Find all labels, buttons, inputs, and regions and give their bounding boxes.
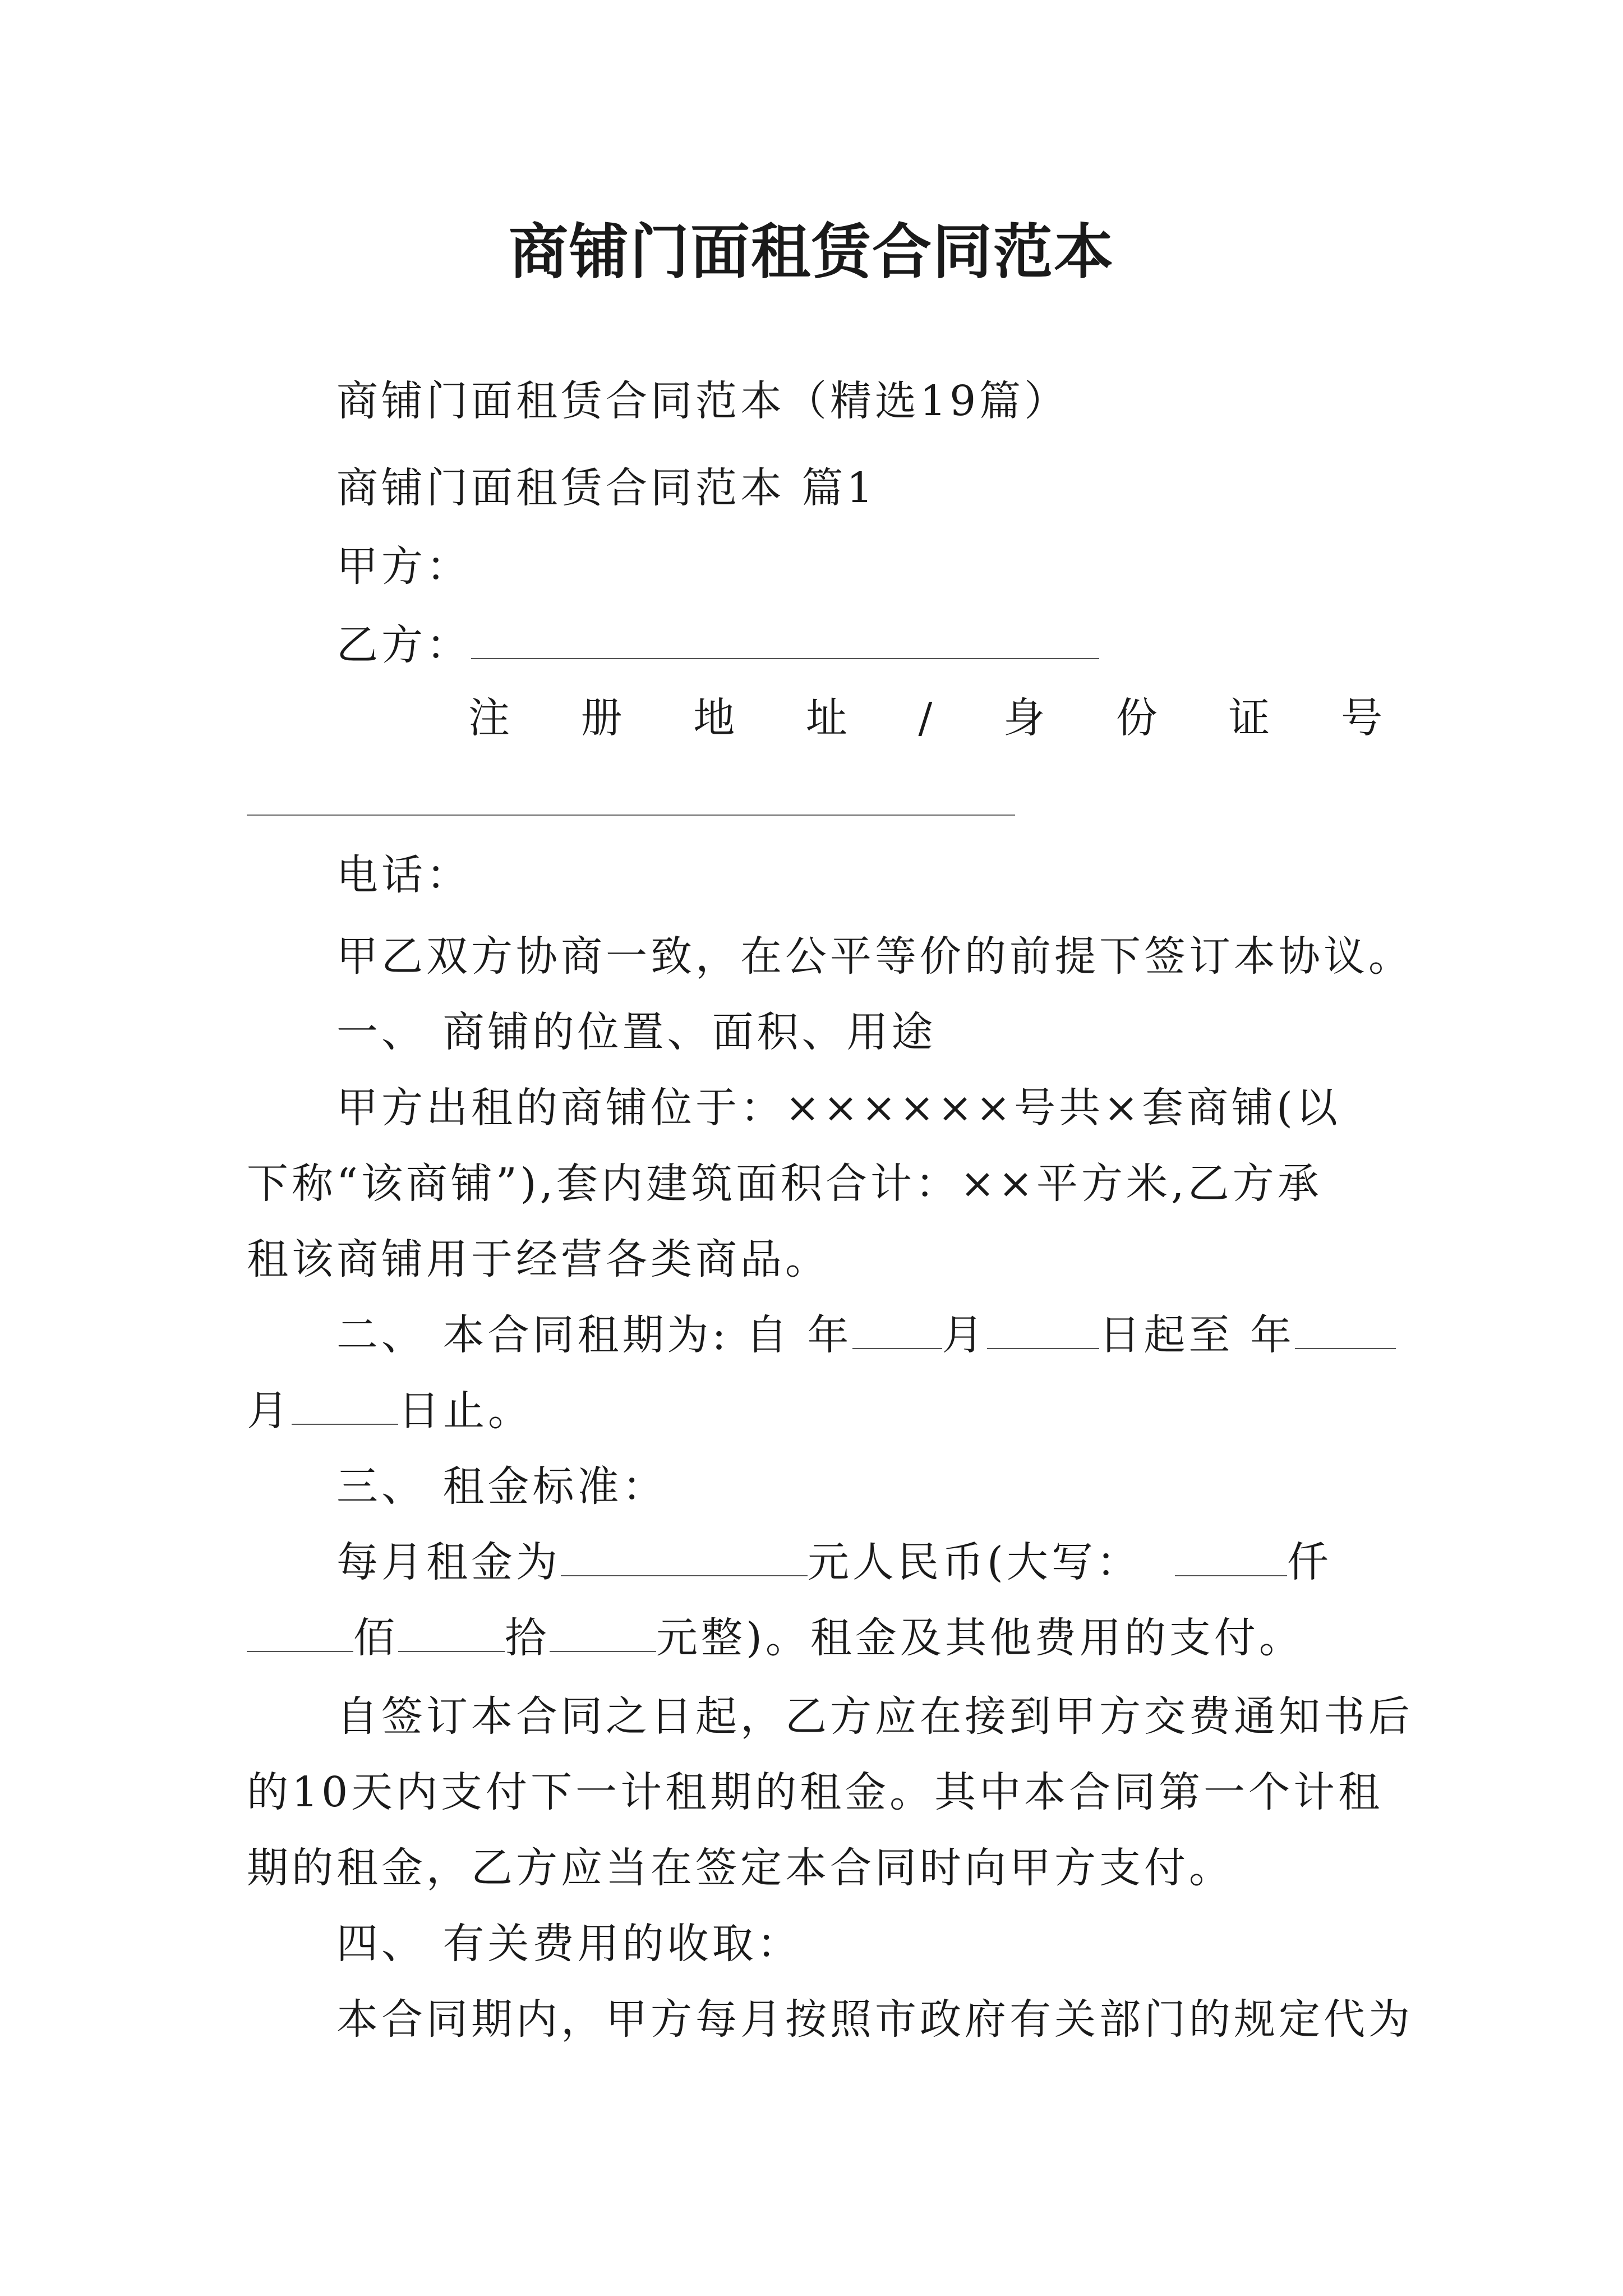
clause1-heading: 一、 商铺的位置、面积、用途 <box>336 1008 937 1056</box>
party-b-blank[interactable] <box>471 619 1099 659</box>
clause3-text: 每月租金为 <box>336 1538 561 1586</box>
clause1-line: 下称“该商铺”),套内建筑面积合计：××平方米,乙方承 <box>247 1159 1322 1208</box>
clause3-text: 佰 <box>353 1614 398 1662</box>
reg-address-char: 册 <box>580 694 623 742</box>
clause2-text: 日起至 年 <box>1099 1311 1295 1359</box>
clause2-text: 二、 本合同租期为: 自 年 <box>336 1311 852 1359</box>
clause2-line <box>336 1307 1396 1363</box>
reg-address-char: 号 <box>1340 694 1382 742</box>
clause2-text: 月 <box>247 1387 292 1435</box>
payment-line: 期的租金，乙方应当在签定本合同时向甲方支付。 <box>247 1844 1234 1892</box>
rent-thousands-blank[interactable] <box>1175 1536 1287 1576</box>
clause1-line: 租该商铺用于经营各类商品。 <box>247 1235 830 1283</box>
reg-address-char: / <box>918 694 933 742</box>
clause2-text: 日止。 <box>398 1387 533 1435</box>
rent-tens-blank[interactable] <box>398 1612 505 1652</box>
reg-address-blank[interactable] <box>247 815 1015 816</box>
lease-end-day-blank[interactable] <box>292 1384 398 1425</box>
clause2-text: 月 <box>942 1311 987 1359</box>
intro-paragraph: 甲乙双方协商一致，在公平等价的前提下签订本协议。 <box>336 932 1413 981</box>
party-a-label: 甲方： <box>336 542 471 591</box>
rent-hundreds-blank[interactable] <box>247 1612 353 1652</box>
lease-start-month-blank[interactable] <box>852 1309 942 1349</box>
reg-address-char: 址 <box>805 694 847 742</box>
clause1-line: 甲方出租的商铺位于：××××××号共×套商铺(以 <box>336 1084 1341 1132</box>
reg-address-char: 份 <box>1115 694 1158 742</box>
reg-address-char: 地 <box>693 694 735 742</box>
reg-address-char: 注 <box>468 694 510 742</box>
lease-end-month-blank[interactable] <box>1295 1309 1396 1349</box>
clause3-line <box>336 1534 1332 1590</box>
party-b-row <box>336 617 1099 673</box>
section-heading: 商铺门面租赁合同范本 篇1 <box>336 464 877 512</box>
clause3-text: 元整)。租金及其他费用的支付。 <box>656 1614 1304 1662</box>
reg-address-char: 身 <box>1003 694 1045 742</box>
reg-address-label <box>468 690 1382 746</box>
phone-label: 电话： <box>336 851 471 899</box>
clause3-text: 元人民币(大写： <box>808 1538 1141 1586</box>
lease-start-day-blank[interactable] <box>987 1309 1099 1349</box>
document-title: 商铺门面租赁合同范本 <box>509 217 1114 287</box>
reg-address-char: 证 <box>1228 694 1270 742</box>
clause3-line <box>247 1610 1304 1666</box>
clause2-line <box>247 1383 533 1439</box>
payment-line: 的10天内支付下一计租期的租金。其中本合同第一个计租 <box>247 1768 1384 1816</box>
clause3-heading: 三、 租金标准： <box>336 1462 667 1511</box>
clause4-heading: 四、 有关费用的收取： <box>336 1920 802 1968</box>
clause3-text: 仟 <box>1287 1538 1332 1586</box>
payment-line: 自签订本合同之日起，乙方应在接到甲方交费通知书后 <box>336 1692 1413 1741</box>
clause3-text: 拾 <box>505 1614 550 1662</box>
party-b-label: 乙方： <box>336 621 471 669</box>
subtitle: 商铺门面租赁合同范本（精选19篇） <box>336 377 1069 425</box>
rent-units-blank[interactable] <box>550 1612 656 1652</box>
monthly-rent-blank[interactable] <box>561 1536 808 1576</box>
clause4-line: 本合同期内，甲方每月按照市政府有关部门的规定代为 <box>336 1995 1413 2044</box>
